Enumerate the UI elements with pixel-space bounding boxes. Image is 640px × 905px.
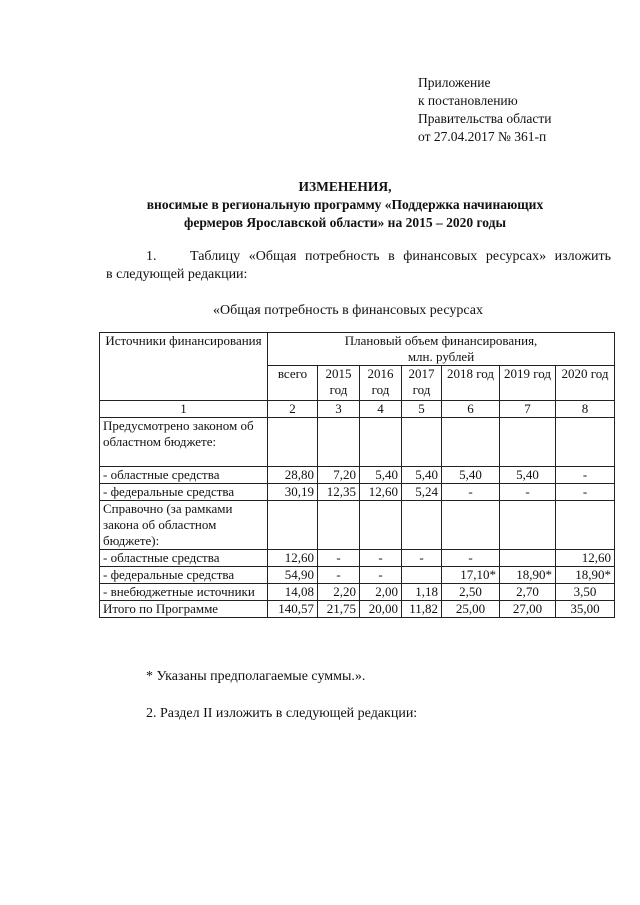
cell: 25,00 <box>442 601 500 618</box>
cell: 1,18 <box>402 584 442 601</box>
column-number: 4 <box>360 401 402 418</box>
column-number: 1 <box>100 401 268 418</box>
row-label: - областные средства <box>100 550 268 567</box>
header-year-2016: 2016 год <box>360 366 402 401</box>
title-line: ИЗМЕНЕНИЯ, <box>298 179 392 194</box>
cell: 11,82 <box>402 601 442 618</box>
row-label: Справочно (за рамками закона об областном бюджете): <box>100 501 268 550</box>
cell: 12,35 <box>318 484 360 501</box>
cell: 5,40 <box>500 467 556 484</box>
appendix-line: Правительства области <box>418 111 552 126</box>
appendix-line: от 27.04.2017 № 361-п <box>418 129 547 144</box>
cell <box>500 418 556 467</box>
table-row <box>100 484 615 501</box>
title-line: фермеров Ярославской области» на 2015 – 2020 годы <box>183 215 506 230</box>
cell <box>500 501 556 550</box>
cell <box>402 567 442 584</box>
cell: 5,40 <box>360 467 402 484</box>
header-total: всего <box>268 366 318 401</box>
table-row <box>100 418 615 467</box>
cell <box>360 501 402 550</box>
paragraph-2: 2. Раздел II изложить в следующей редакции: <box>146 706 418 721</box>
row-label: - федеральные средства <box>100 567 268 584</box>
cell <box>402 501 442 550</box>
table-row <box>100 567 615 584</box>
cell: 7,20 <box>318 467 360 484</box>
column-number: 8 <box>556 401 615 418</box>
column-number-row <box>100 401 615 418</box>
cell: 12,60 <box>556 550 615 567</box>
cell: - <box>500 484 556 501</box>
cell: - <box>318 567 360 584</box>
row-label: Итого по Программе <box>100 601 268 618</box>
appendix-line: к постановлению <box>418 93 518 108</box>
header-year-2020: 2020 год <box>556 366 615 401</box>
cell: 2,00 <box>360 584 402 601</box>
cell: - <box>360 567 402 584</box>
cell: 5,40 <box>442 467 500 484</box>
cell: 35,00 <box>556 601 615 618</box>
cell <box>500 550 556 567</box>
paragraph-text: Таблицу «Общая потребность в финансовых ресурсах» изложить <box>190 249 611 264</box>
column-number: 3 <box>318 401 360 418</box>
row-label: - внебюджетные источники <box>100 584 268 601</box>
appendix-block <box>418 74 551 146</box>
cell: 12,60 <box>360 484 402 501</box>
header-year-2019: 2019 год <box>500 366 556 401</box>
cell <box>268 418 318 467</box>
row-label: - федеральные средства <box>100 484 268 501</box>
cell: 21,75 <box>318 601 360 618</box>
header-planned: Плановый объем финансирования, млн. рублей <box>268 333 615 366</box>
cell: 27,00 <box>500 601 556 618</box>
cell: - <box>556 467 615 484</box>
appendix-line: Приложение <box>418 75 491 90</box>
table-row-total <box>100 601 615 618</box>
cell <box>268 501 318 550</box>
paragraph-text: в следующей редакции: <box>106 267 248 282</box>
cell <box>318 501 360 550</box>
cell <box>556 501 615 550</box>
row-label: Предусмотрено законом об областном бюджете: <box>100 418 268 467</box>
table-row <box>100 550 615 567</box>
paragraph-number: 1. <box>146 249 157 264</box>
cell <box>442 501 500 550</box>
column-number: 5 <box>402 401 442 418</box>
column-number: 2 <box>268 401 318 418</box>
table-row <box>100 584 615 601</box>
header-year-2018: 2018 год <box>442 366 500 401</box>
cell <box>318 418 360 467</box>
cell <box>360 418 402 467</box>
row-label: - областные средства <box>100 467 268 484</box>
cell: 2,50 <box>442 584 500 601</box>
cell: 3,50 <box>556 584 615 601</box>
cell: - <box>442 484 500 501</box>
cell: 2,70 <box>500 584 556 601</box>
title-line: вносимые в региональную программу «Поддержка начинающих <box>146 197 544 212</box>
header-year-2017: 2017 год <box>402 366 442 401</box>
cell: 20,00 <box>360 601 402 618</box>
table-row <box>100 501 615 550</box>
cell: 2,20 <box>318 584 360 601</box>
cell: 5,24 <box>402 484 442 501</box>
cell: - <box>318 550 360 567</box>
financing-table <box>99 332 615 618</box>
column-number: 6 <box>442 401 500 418</box>
column-number: 7 <box>500 401 556 418</box>
paragraph-1 <box>106 248 611 284</box>
document-title <box>140 178 550 232</box>
footnote: * Указаны предполагаемые суммы.». <box>146 669 366 684</box>
header-sources: Источники финансирования <box>100 333 268 401</box>
cell: 17,10* <box>442 567 500 584</box>
cell: 140,57 <box>268 601 318 618</box>
header-year-2015: 2015 год <box>318 366 360 401</box>
cell: 18,90* <box>556 567 615 584</box>
cell: - <box>402 550 442 567</box>
cell <box>556 418 615 467</box>
cell: 28,80 <box>268 467 318 484</box>
cell: - <box>442 550 500 567</box>
cell: 14,08 <box>268 584 318 601</box>
cell: 5,40 <box>402 467 442 484</box>
cell: - <box>556 484 615 501</box>
cell: - <box>360 550 402 567</box>
cell: 54,90 <box>268 567 318 584</box>
cell: 30,19 <box>268 484 318 501</box>
table-caption: «Общая потребность в финансовых ресурсах <box>213 303 483 318</box>
cell <box>442 418 500 467</box>
cell: 18,90* <box>500 567 556 584</box>
cell <box>402 418 442 467</box>
table-row <box>100 467 615 484</box>
cell: 12,60 <box>268 550 318 567</box>
